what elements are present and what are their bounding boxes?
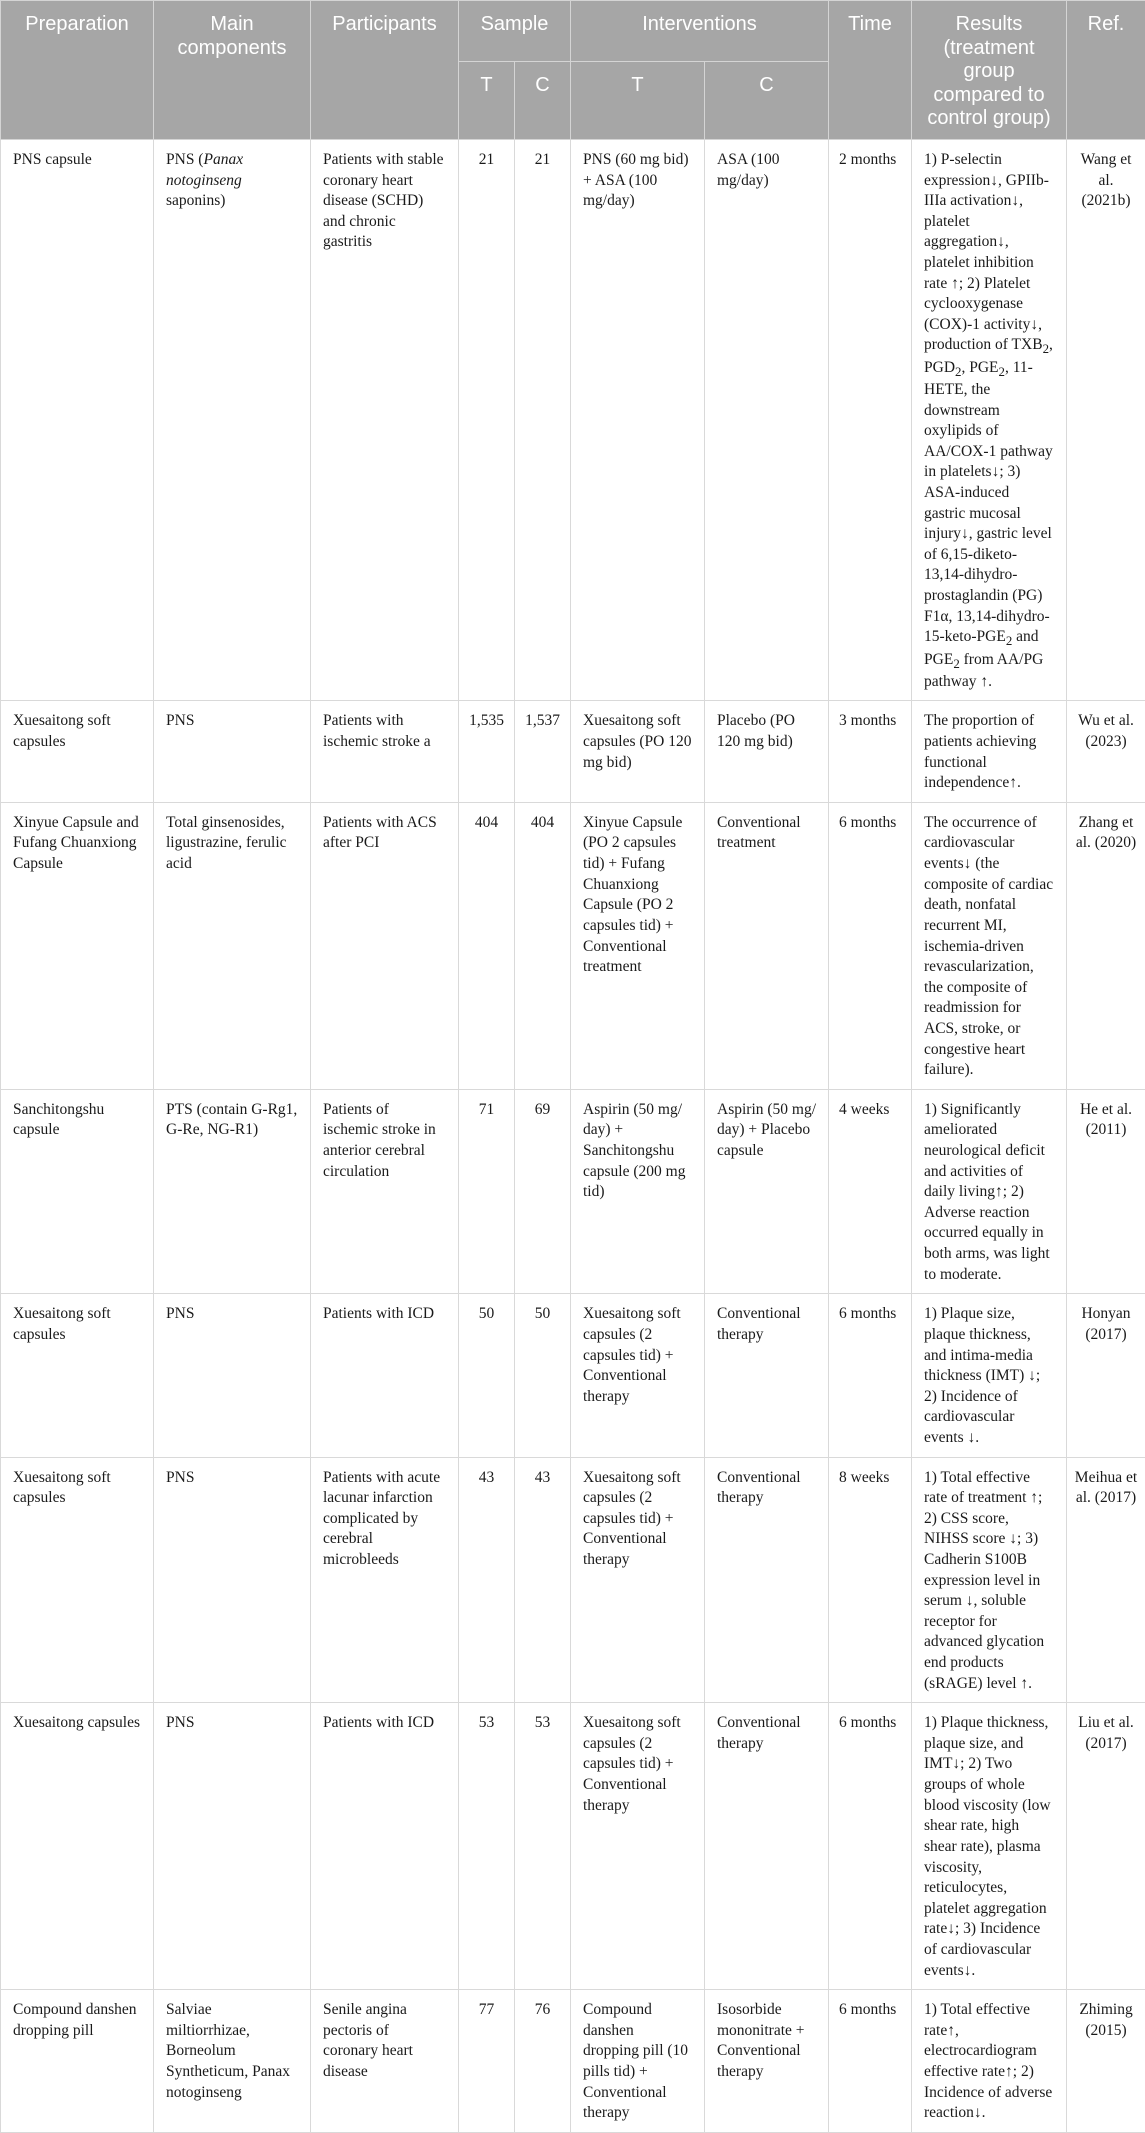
table-row [1,139,1145,700]
cell-preparation: Compound danshen dropping pill [1,1990,154,2133]
cell-participants: Patients with acute lacunar infarction complicated by cerebral microbleeds [311,1457,459,1703]
cell-time: 6 months [829,802,912,1089]
cell-results: 1) P-selectin expression↓, GPIIb-IIIa activation↓, platelet aggregation↓, platelet inhibition rate ↑; 2) Platelet cyclooxygenase (COX)-1 activity↓, production of $TXB_2$, $PGD_2$, $PGE_2$, 11-HETE, the downstream oxylipids of AA/COX-1 pathway in platelets↓; 3) ASA-induced gastric mucosal injury↓, gastric level of 6,15-diketo-13,14-dihydro-prostaglandin (PG) F1α, $13,14-dihydro-15-keto-PGE_2$ and $PGE_2$ from AA/PG pathway ↑. [912,139,1067,700]
header-interventions-t: T [571,61,705,139]
cell-intervention-c: Placebo (PO 120 mg bid) [705,701,829,802]
table-body [1,139,1145,2132]
cell-main-components: PNS [154,1457,311,1703]
cell-sample-t: 53 [459,1703,515,1990]
cell-preparation: Sanchitongshu capsule [1,1089,154,1293]
cell-intervention-c: Conventional therapy [705,1703,829,1990]
cell-ref: Zhiming (2015) [1067,1990,1145,2133]
cell-main-components: PNS [154,1703,311,1990]
cell-ref: Wu et al. (2023) [1067,701,1145,802]
cell-sample-c: 53 [515,1703,571,1990]
cell-intervention-t: Xinyue Capsule (PO 2 capsules tid) + Fufang Chuanxiong Capsule (PO 2 capsules tid) + Conventional treatment [571,802,705,1089]
cell-main-components: PTS (contain G-Rg1, G-Re, NG-R1) [154,1089,311,1293]
cell-sample-t: 77 [459,1990,515,2133]
cell-sample-c: 69 [515,1089,571,1293]
header-interventions: Interventions [571,1,829,62]
cell-intervention-t: Xuesaitong soft capsules (2 capsules tid) + Conventional therapy [571,1294,705,1457]
cell-preparation: Xuesaitong capsules [1,1703,154,1990]
cell-results: 1) Plaque thickness, plaque size, and IMT↓; 2) Two groups of whole blood viscosity (low shear rate, high shear rate), plasma viscosity, reticulocytes, platelet aggregation rate↓; 3) Incidence of cardiovascular events↓. [912,1703,1067,1990]
cell-preparation: Xinyue Capsule and Fufang Chuanxiong Capsule [1,802,154,1089]
header-time: Time [829,1,912,140]
cell-sample-t: 1,535 [459,701,515,802]
cell-main-components: PNS [154,1294,311,1457]
cell-intervention-t: PNS (60 mg bid) + ASA (100 mg/day) [571,139,705,700]
cell-results: The occurrence of cardiovascular events↓ (the composite of cardiac death, nonfatal recurrent MI, ischemia-driven revascularization, the composite of readmission for ACS, stroke, or congestive heart failure). [912,802,1067,1089]
header-preparation: Preparation [1,1,154,140]
cell-preparation: Xuesaitong soft capsules [1,701,154,802]
cell-sample-t: 43 [459,1457,515,1703]
header-interventions-c: C [705,61,829,139]
cell-sample-c: 1,537 [515,701,571,802]
cell-intervention-t: Xuesaitong soft capsules (2 capsules tid) + Conventional therapy [571,1457,705,1703]
cell-intervention-c: Conventional therapy [705,1457,829,1703]
cell-results: The proportion of patients achieving functional independence↑. [912,701,1067,802]
cell-time: 6 months [829,1294,912,1457]
cell-participants: Patients with stable coronary heart disease (SCHD) and chronic gastritis [311,139,459,700]
cell-sample-t: 71 [459,1089,515,1293]
table-row [1,1294,1145,1457]
cell-sample-t: 21 [459,139,515,700]
cell-preparation: Xuesaitong soft capsules [1,1294,154,1457]
table-row [1,1990,1145,2133]
cell-ref: Liu et al. (2017) [1067,1703,1145,1990]
cell-sample-c: 21 [515,139,571,700]
cell-time: 8 weeks [829,1457,912,1703]
cell-preparation: PNS capsule [1,139,154,700]
header-participants: Participants [311,1,459,140]
cell-ref: Honyan (2017) [1067,1294,1145,1457]
cell-ref: Wang et al. (2021b) [1067,139,1145,700]
cell-intervention-t: Xuesaitong soft capsules (2 capsules tid) + Conventional therapy [571,1703,705,1990]
cell-intervention-t: Xuesaitong soft capsules (PO 120 mg bid) [571,701,705,802]
table-row [1,802,1145,1089]
cell-sample-t: 50 [459,1294,515,1457]
cell-intervention-t: Aspirin (50 mg/ day) + Sanchitongshu capsule (200 mg tid) [571,1089,705,1293]
cell-participants: Patients with ACS after PCI [311,802,459,1089]
table-row [1,1089,1145,1293]
cell-participants: Patients with ICD [311,1703,459,1990]
cell-time: 2 months [829,139,912,700]
cell-results: 1) Total effective rate↑, electrocardiogram effective rate↑; 2) Incidence of adverse reaction↓. [912,1990,1067,2133]
cell-sample-c: 43 [515,1457,571,1703]
cell-participants: Patients of ischemic stroke in anterior cerebral circulation [311,1089,459,1293]
header-results: Results (treatment group compared to control group) [912,1,1067,140]
cell-time: 4 weeks [829,1089,912,1293]
cell-intervention-c: ASA (100 mg/day) [705,139,829,700]
header-main-components: Main components [154,1,311,140]
cell-time: 6 months [829,1990,912,2133]
cell-main-components: PNS (Panax notoginseng saponins) [154,139,311,700]
cell-intervention-c: Conventional treatment [705,802,829,1089]
cell-main-components: PNS [154,701,311,802]
cell-ref: Meihua et al. (2017) [1067,1457,1145,1703]
table-row [1,701,1145,802]
cell-participants: Patients with ICD [311,1294,459,1457]
cell-intervention-c: Aspirin (50 mg/ day) + Placebo capsule [705,1089,829,1293]
cell-time: 6 months [829,1703,912,1990]
header-sample-t: T [459,61,515,139]
header-row [1,1,1145,62]
cell-results: 1) Total effective rate of treatment ↑; 2) CSS score, NIHSS score ↓; 3) Cadherin S100B expression level in serum ↓, soluble receptor for advanced glycation end products (sRAGE) level ↑. [912,1457,1067,1703]
cell-sample-c: 50 [515,1294,571,1457]
header-ref: Ref. [1067,1,1145,140]
cell-preparation: Xuesaitong soft capsules [1,1457,154,1703]
cell-sample-c: 76 [515,1990,571,2133]
cell-results: 1) Plaque size, plaque thickness, and intima-media thickness (IMT) ↓; 2) Incidence of cardiovascular events ↓. [912,1294,1067,1457]
header-sample-c: C [515,61,571,139]
cell-intervention-c: Conventional therapy [705,1294,829,1457]
table-row [1,1703,1145,1990]
header-sample: Sample [459,1,571,62]
cell-main-components: Salviae miltiorrhizae, Borneolum Syntheticum, Panax notoginseng [154,1990,311,2133]
cell-ref: He et al. (2011) [1067,1089,1145,1293]
cell-ref: Zhang et al. (2020) [1067,802,1145,1089]
cell-intervention-c: Isosorbide mononitrate + Conventional therapy [705,1990,829,2133]
cell-results: 1) Significantly ameliorated neurological deficit and activities of daily living↑; 2) Adverse reaction occurred equally in both arms, was light to moderate. [912,1089,1067,1293]
cell-sample-c: 404 [515,802,571,1089]
cell-participants: Senile angina pectoris of coronary heart disease [311,1990,459,2133]
table-row [1,1457,1145,1703]
cell-time: 3 months [829,701,912,802]
table-header [1,1,1145,140]
cell-participants: Patients with ischemic stroke a [311,701,459,802]
cell-sample-t: 404 [459,802,515,1089]
cell-main-components: Total ginsenosides, ligustrazine, ferulic acid [154,802,311,1089]
cell-intervention-t: Compound danshen dropping pill (10 pills tid) + Conventional therapy [571,1990,705,2133]
